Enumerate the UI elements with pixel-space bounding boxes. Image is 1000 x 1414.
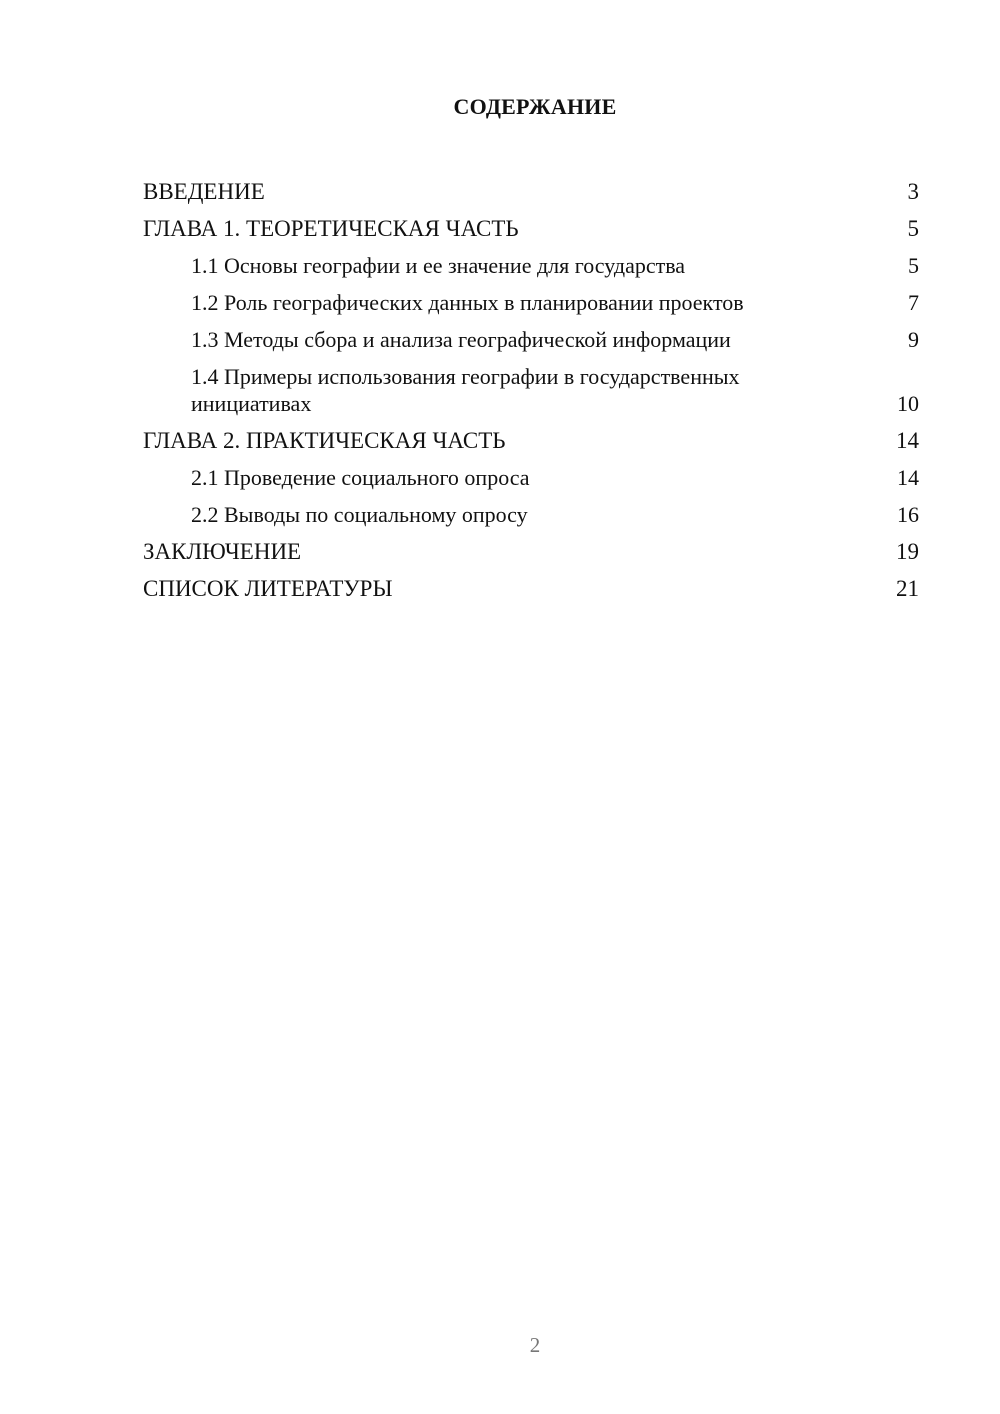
- toc-entry-page: 14: [897, 465, 919, 490]
- table-of-contents: [143, 168, 919, 602]
- toc-entry-section-1-1: [143, 242, 919, 279]
- toc-entry-conclusion: [143, 528, 919, 565]
- toc-entry-label: СПИСОК ЛИТЕРАТУРЫ: [143, 576, 393, 601]
- toc-entry-page: 14: [896, 428, 919, 453]
- toc-entry-page: 16: [897, 502, 919, 527]
- toc-entry-page: 10: [897, 391, 919, 416]
- toc-entry-section-1-2: [143, 279, 919, 316]
- toc-entry-page: 21: [896, 576, 919, 601]
- page-number: 2: [529, 1333, 541, 1357]
- toc-entry-page: 7: [908, 290, 919, 315]
- toc-entry-page: 3: [907, 179, 919, 204]
- toc-entry-page: 5: [908, 253, 919, 278]
- toc-entry-section-1-3: [143, 316, 919, 353]
- toc-entry-introduction: [143, 168, 919, 205]
- toc-entry-label: ГЛАВА 1. ТЕОРЕТИЧЕСКАЯ ЧАСТЬ: [143, 216, 519, 241]
- toc-entry-references: [143, 565, 919, 602]
- toc-entry-label: ГЛАВА 2. ПРАКТИЧЕСКАЯ ЧАСТЬ: [143, 428, 506, 453]
- toc-entry-chapter-2: [143, 417, 919, 454]
- toc-entry-label: ВВЕДЕНИЕ: [143, 179, 265, 204]
- toc-entry-section-2-2: [143, 491, 919, 528]
- toc-entry-page: 19: [896, 539, 919, 564]
- toc-entry-label: 1.1 Основы географии и ее значение для государства: [191, 253, 686, 278]
- toc-entry-label: 1.2 Роль географических данных в планировании проектов: [191, 290, 744, 315]
- toc-entry-page: 5: [907, 216, 919, 241]
- toc-entry-section-2-1: [143, 454, 919, 491]
- toc-title: СОДЕРЖАНИЕ: [453, 94, 617, 119]
- toc-entry-chapter-1: [143, 205, 919, 242]
- toc-entry-label: 2.1 Проведение социального опроса: [191, 465, 530, 490]
- toc-entry-label: ЗАКЛЮЧЕНИЕ: [143, 539, 302, 564]
- toc-entry-label: 2.2 Выводы по социальному опросу: [191, 502, 528, 527]
- toc-entry-label: 1.3 Методы сбора и анализа географической информации: [191, 327, 731, 352]
- toc-entry-label: 1.4 Примеры использования географии в государственных инициативах: [191, 364, 740, 416]
- toc-entry-section-1-4: [143, 353, 919, 417]
- toc-entry-page: 9: [908, 327, 919, 352]
